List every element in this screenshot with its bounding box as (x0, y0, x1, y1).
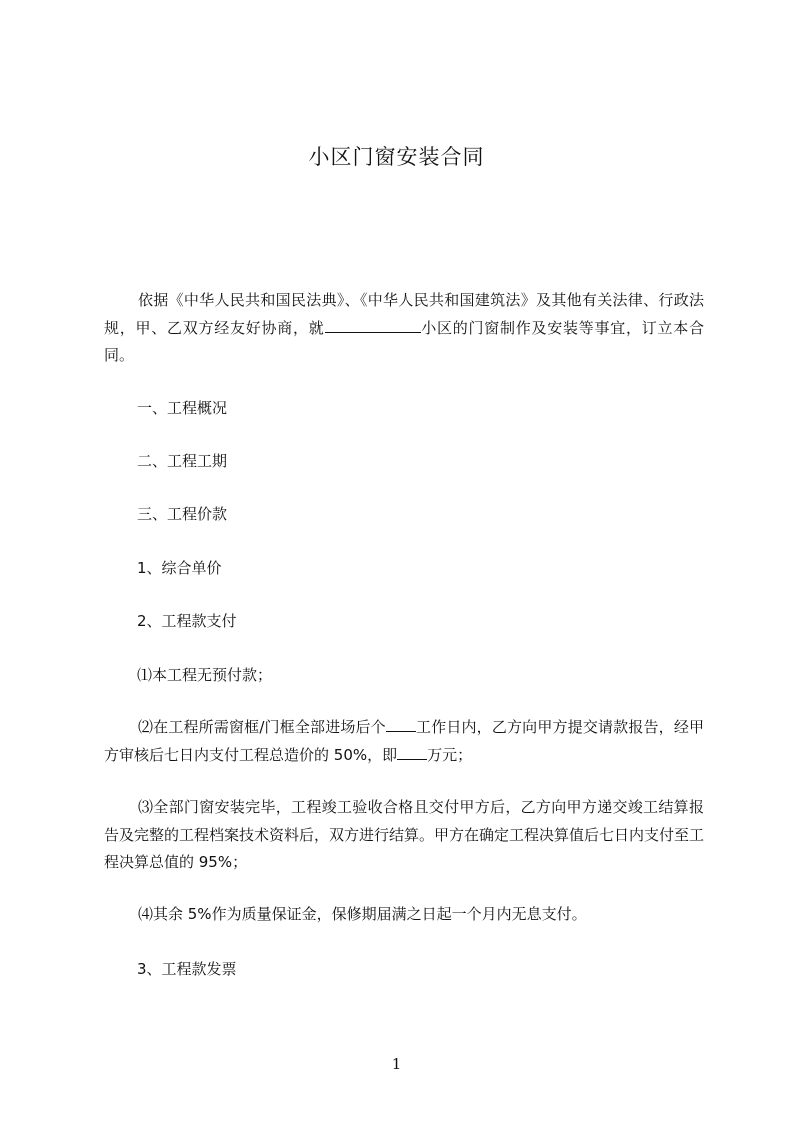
subheading-invoice: 3、工程款发票 (137, 960, 237, 978)
section-heading-schedule: 二、工程工期 (137, 452, 228, 470)
intro-text-part2: 小区的门窗制作及安装等事宜，订立本合同。 (104, 318, 704, 364)
payment-clause-3: ⑶全部门窗安装完毕，工程竣工验收合格且交付甲方后，乙方向甲方递交竣工结算报告及完整的工程档案技术资料后，双方进行结算。甲方在确定工程决算值后七日内支付至工程决算总值的 95%； (104, 798, 705, 871)
payment-clause-4: ⑷其余 5%作为质量保证金，保修期届满之日起一个月内无息支付。 (138, 905, 587, 923)
intro-paragraph (104, 287, 704, 370)
clause-2-text-a: ⑵在工程所需窗框/门框全部进场后个 (138, 718, 386, 736)
subheading-payment: 2、工程款支付 (137, 612, 237, 630)
community-name-blank (325, 318, 421, 333)
payment-clause-1: ⑴本工程无预付款； (137, 666, 273, 684)
section-heading-price: 三、工程价款 (137, 505, 228, 523)
workdays-blank (386, 717, 416, 732)
clause-2-text-c: 万元； (427, 745, 473, 764)
document-title: 小区门窗安装合同 (308, 145, 485, 169)
page-number: 1 (391, 1055, 402, 1073)
clause-2-text-b: 工作日内，乙方向甲方提交请款报告，经甲方审核后七日内支付工程总造价的 50%，即 (104, 718, 704, 764)
subheading-unit-price: 1、综合单价 (137, 559, 222, 577)
payment-clause-2 (104, 714, 704, 769)
amount-blank (397, 745, 427, 760)
section-heading-overview: 一、工程概况 (137, 399, 228, 417)
intro-text-part1: 依据《中华人民共和国民法典》、《中华人民共和国建筑法》及其他有关法律、行政法规，甲、乙双方经友好协商，就 (104, 291, 704, 337)
